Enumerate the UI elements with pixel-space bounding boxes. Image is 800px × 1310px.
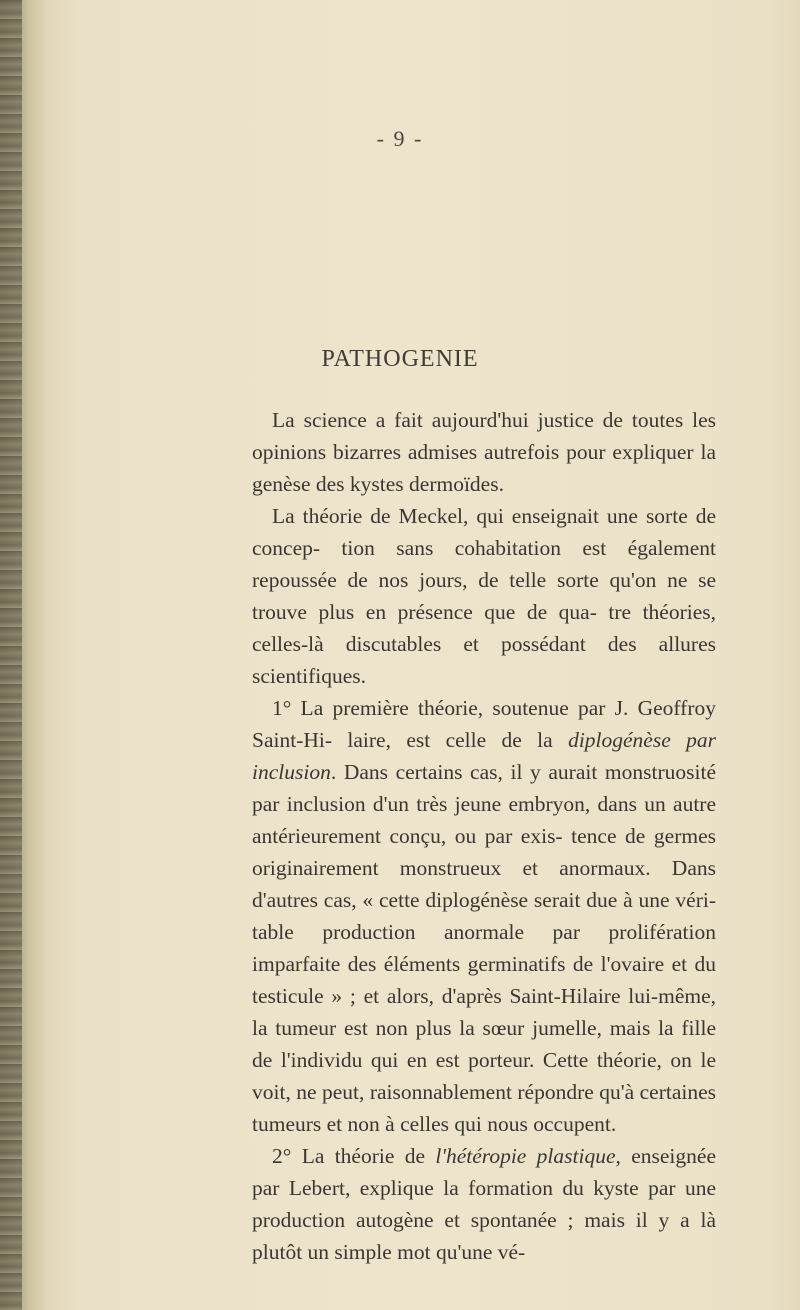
paragraph-4-text-after: , enseignée par Lebert, explique la formation du kyste par une production autogène et spontanée ; mais il y a là plutôt un simple mot qu'une vé- bbox=[252, 1144, 716, 1264]
paragraph-3-emphasis: diplogénèse par inclusion bbox=[252, 728, 716, 784]
paragraph-3-text-after: . Dans certains cas, il y aurait monstruosité par inclusion d'un très jeune embryon, dans un autre antérieurement conçu, ou par exis- tence de germes originairement monstrueux et anormaux. Dans d'autres cas, « cette diplogénèse serait due à une véri- table production anormale par prolifération imparfaite des éléments germinatifs de l'ovaire et du testicule » ; et alors, d'après Saint-Hilaire lui-même, la tumeur est non plus la sœur jumelle, mais la fille de l'individu qui en est porteur. Cette théorie, on le voit, ne peut, raisonnablement répondre qu'à certaines tumeurs et non à celles qui nous occupent. bbox=[252, 760, 716, 1136]
section-title: PATHOGENIE bbox=[321, 346, 479, 372]
body-text bbox=[252, 404, 716, 1268]
page-number: - 9 - bbox=[376, 126, 424, 151]
paragraph-4 bbox=[252, 1140, 716, 1268]
paragraph-3-text-before: 1° La première théorie, soutenue par J. Geoffroy Saint-Hi- laire, est celle de la bbox=[252, 696, 716, 752]
book-binding-edge bbox=[0, 0, 22, 1310]
paragraph-1: La science a fait aujourd'hui justice de toutes les opinions bizarres admises autrefois pour expliquer la genèse des kystes dermoïdes. bbox=[252, 408, 716, 496]
paragraph-4-emphasis: l'hétéropie plastique bbox=[435, 1144, 616, 1168]
paragraph-3 bbox=[252, 692, 716, 1140]
paragraph-4-text-before: 2° La théorie de bbox=[272, 1144, 436, 1168]
paragraph-2: La théorie de Meckel, qui enseignait une sorte de concep- tion sans cohabitation est également repoussée de nos jours, de telle sorte qu'on ne se trouve plus en présence que de qua- tre théories, celles-là discutables et possédant des allures scientifiques. bbox=[252, 504, 716, 688]
